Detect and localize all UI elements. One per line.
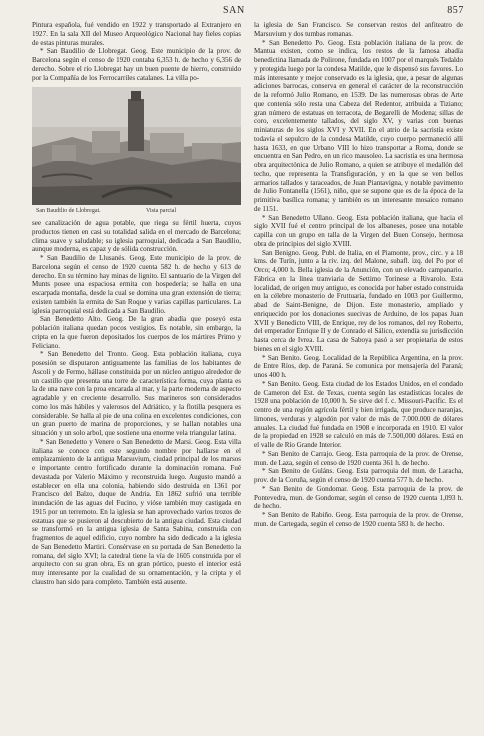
paragraph-continuation: see canalización de agua potable, que riega su fértil huerta, cuyos productos tienen en casi su totalidad salida en el mercado de Barcelona; clima suave y saludable; su iglesia parroquial, dedicada a San Baudilio, aunque moderna, es capaz y de sólida construcción. [32, 219, 241, 254]
paragraph-iglesia-san-francisco: la iglesia de San Francisco. Se conservan restos del anfiteatro de Marsuvium y dos tumbas romanas. [254, 21, 463, 38]
right-column [254, 21, 463, 529]
entry-san-benedetto-po: * San Benedetto Po. Geog. Esta población italiana de la prov. de Mantua existen, como se indica, los restos de la famosa abadía benedictina llamada de Polirone, fundada en 1007 por el marqués Tedaldo y protegida luego por la condesa Matilde, que le dispensó sus favores. Lo más interesante y mejor conservado es la iglesia, que, a pesar de algunas adiciones barrocas, conserva en general el carácter de la reconstrucción de la reformó Julio Romano, en 1539. De las numerosas obras de Arte que contenía sólo resta una Cabeza del Redentor, atribuida a Tiziano; gran número de estatuas en terracota, de Begarelli de Modena; sillas de coro, excelentemente tallados, del siglo XV, y varias con buenas miniaturas de los siglos XVI y XVII. En el atrio de la sacristía existe todavía el sepulcro de la condesa Matilde, cuyo cuerpo permaneció allí hasta 1633, en que Urbano VIII lo hizo transportar a Roma, donde se encuentra en San Pedro, en un rico mausoleo. La sacristía es una hermosa obra arquitectónica de Julio Romano, a quien se atribuye el medallón del techo, que representa la Transfiguración, y en la que se ven bellos armarios tallados y taraceados, de Juan Piantavigna, y notable pavimento de Julio Fontanella (1561), niño, que se supone que es de la época de la primitiva basílica romana; y también es un interesante mosaico romano de 1151. [254, 38, 463, 213]
entry-san-benedetto-tronto: * San Benedetto del Tronto. Geog. Esta población italiana, cuya posesión se disputaron antiguamente las familias de los habitantes de Ascoli y de Fermo, hállase constituida por un núcleo antiguo alrededor de un castillo que presenta una torre de característica forma, cuya planta es la de una nave con la proa encarada al mar, y la parte moderna de aspecto agradable y en creciente desarrollo. Sus marineros son considerados como los más hábiles y valerosos del Adriático, y la flotilla pesquera es considerable. Se halla al pie de una colina en excelentes condiciones, con un gran puerto de marina de proporciones, y se hallan notables una situación y un solo arbol, que sostiene una enorme vela triangular latina. [32, 350, 241, 437]
entry-san-benigno: San Benigno. Geog. Publ. de Italia, en el Piamonte, prov., circ. y a 18 kms. de Turín, junto a la riv. izq. del Malone, subafl. izq. del Po por el Orco; 4,000 h. Bella iglesia de la Anunción, con un elevado campanario. Fábrica en la línea tranviaria de Settimo Torinese a Rivarolo. Esta localidad, de origen muy antiguo, es conocida por haber estado construida en la célebre monasterio de Fruttuaria, fundado en 1003 por Guillermo, abad de Saint-Benigne, de Dijon. Este monasterio, ampliado y enriquecido por los donaciones suecivas de Arduino, de los papas Juan XVII y Benedicto VIII, de Enrique, rey de los romanos, del rey Roberto, del emperador Enrique II y de Conrado el Sálico, extendía su jurisdicción hasta cerca de Ivrea. La casa de Saboya pasó a ser propietaria de estos bienes en el siglo XVIII. [254, 248, 463, 353]
town-view-photo [32, 87, 241, 205]
entry-san-benedetto-alto: San Benedetto Alto. Geog. De la gran abadía que poseyó esta población italiana quedan pocos vestigios. Es notable, sin embargo, la cripta en la que fueron depositados los cuerpos de los mártires Primo y Feliciano. [32, 315, 241, 350]
photograph [32, 87, 241, 205]
entry-san-benedetto-ullano: * San Benedetto Ullano. Geog. Esta población italiana, que hacia el siglo XVII fué el centro principal de los albaneses, posee una notable capilla con un grupo en talla de la Virgen del Buen Consejo, hermosa obra de principios del siglo XVIII. [254, 213, 463, 248]
caption-place: San Baudilio de Llobregat. [36, 208, 101, 215]
entry-san-benito-argentina: * San Benito. Geog. Localidad de la República Argentina, en la prov. de Entre Ríos, dep. de Paraná. Se comunica por mensajería del Paraná; unos 400 h. [254, 353, 463, 379]
figure [32, 87, 241, 216]
paragraph-pintura: Pintura española, fué vendido en 1922 y transportado al Extranjero en 1927. En la sala XII del Museo Arqueológico Nacional hay fieles copias de estas pinturas murales. [32, 21, 241, 47]
entry-san-benito-texas: * San Benito. Geog. Esta ciudad de los Estados Unidos, en el condado de Cameron del Est. de Texas, cuenta según las estadísticas locales de 1928 una población de 10,000 h. Se sirve del f. c. Missouri-Pacific. Es el centro de una región agrícola fértil y bien irrigada, que produce naranjas, limones, verduras y algodón por valor de más de 7.000.000 de dólares anuales. La ciudad fué fundada en 1908 e incorporada en 1910. El valor de la propiedad en 1928 se calculó en más de 7.500,000 dólares. Está en el valle de Río Grande Interior. [254, 379, 463, 449]
entry-san-benito-carrajo: * San Benito de Carrajo. Geog. Esta parroquia de la prov. de Orense, mun. de Laza, según el censo de 1920 cuenta 361 h. de hecho. [254, 449, 463, 467]
entry-san-benito-gulans: * San Benito de Guláns. Geog. Esta parroquia del mun. de Laracha, prov. de la Coruña, según el censo de 1920 cuenta 577 h. de hecho. [254, 467, 463, 484]
running-head [0, 5, 484, 19]
entry-san-baudilio-llobregat: * San Baudilio de Llobregat. Geog. Este municipio de la prov. de Barcelona según el censo de 1920 contaba 6,353 h. de hecho y 6,356 de derecho. Sobre el río Llobregat hay un buen puente de hierro, construido por la Compañía de los Ferrocarriles catalanes. La villa po- [32, 47, 241, 82]
entry-san-benito-rabino: * San Benito de Rabiño. Geog. Esta parroquia de la prov. de Orense, mun. de Cartegada, según el censo de 1920 cuenta 583 h. de hecho. [254, 511, 463, 528]
running-head-title: SAN [223, 5, 245, 16]
entry-san-baudilio-llusanes: * San Baudilio de Llusanés. Geog. Este municipio de la prov. de Barcelona según el censo de 1920 cuenta 582 h. de hecho y 613 de derecho. En su término hay minas de lignito. El santuario de la Virgen del Munts posee una espaciosa ermita con hospedería; se halla en una escarpada montaña, desde la cual se domina una gran extensión de tierra; existen también la ermita de San Roque y varias capillas particulares. La iglesia parroquial está dedicada a San Baudilio. [32, 254, 241, 315]
caption-view: Vista parcial [146, 208, 177, 215]
figure-caption [32, 207, 241, 216]
left-column [32, 21, 241, 587]
entry-san-benito-gondomar: * San Benito de Gondomar. Geog. Esta parroquia de la prov. de Pontevedra, mun. de Gondomar, según el censo de 1920 cuenta 1,093 h. de hecho. [254, 484, 463, 511]
page-number: 857 [447, 5, 464, 16]
entry-san-benedetto-venere: * San Benedetto y Venere o San Benedetto de Marsi. Geog. Esta villa italiana se conoce con este segundo nombre por hallarse en el emplazamiento de la antigua Marsuvium, ciudad principal de los marsos e importante centro fortificado durante la dominación romana. Fué devastada por Valerio Máximo y reconstruida luego. Augusto mandó a establecer en ella una colonia, habiendo sido destruida en 1361 por Francisco del Balzo, duque de Andria. En 1862 sufrió una terrible inundación de las aguas del Fucino, y vióse también muy castigada en 1915 por un terremoto. En la iglesia se han aprovechado varios trozos de estatuas que se pusieron al descubierto de la antigua ciudad. Esta ciudad se transformó en la antigua iglesia de Santa Sabina, construida con fragmentos de aquel edificio, cuyo nombre ha sido dedicado a la iglesia de San Benedetto Martiri. Consérvase en su portada de San Benedetto la romana, del siglo XVI; la catedral tiene la vía de 1605 construida por el arquitecto con su gran obra, Es un gran pórtico, puesto el interior está muy interesante por la cualidad de su ornamentación, y la cripta y el claustro han sido para completo. También está ausente. [32, 437, 241, 586]
